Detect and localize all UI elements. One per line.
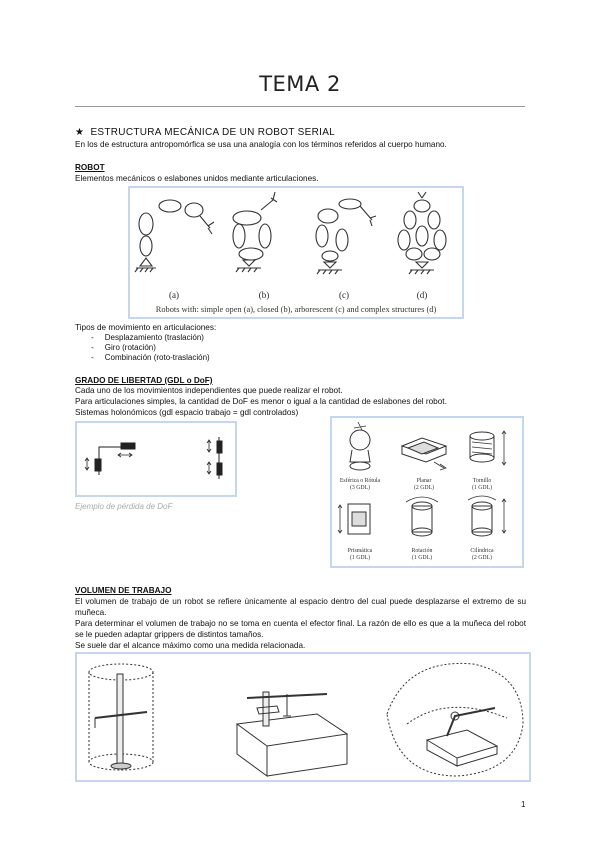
- intro-text: En los de estructura antropomórfica se usa una analogía con los términos referidos al cuerpo humano.: [75, 140, 447, 149]
- planar-joint-drawing: [402, 438, 446, 470]
- dof-line-2: Para articulaciones simples, la cantidad de DoF es menor o igual a la cantidad de eslabones del robot.: [75, 397, 447, 406]
- joint-types-figure: [330, 416, 524, 568]
- robot-label-d: (d): [416, 290, 428, 300]
- workspace-paragraph-2: Para determinar el volumen de trabajo no se toma en cuenta el efector final. La razón de ello es que a la muñeca del robot se le pueden adaptar grippers de distintos tamaños.: [75, 619, 526, 639]
- dof-loss-figure: [75, 421, 237, 497]
- robot-a-drawing: [135, 200, 214, 272]
- robot-structures-figure: [128, 186, 464, 319]
- workspace-paragraph-3: Se suele dar el alcance máximo como una medida relacionada.: [75, 641, 306, 650]
- joint-gdl-revolute: (1 GDL): [411, 555, 433, 561]
- robot-c-drawing: [316, 199, 376, 274]
- robot-label-c: (c): [339, 290, 349, 300]
- dof-heading: GRADO DE LIBERTAD (GDL o DoF): [75, 376, 213, 385]
- dof-line-1: Cada uno de los movimientos independientes que puede realizar el robot.: [75, 386, 343, 395]
- workspace-drawing: [77, 654, 529, 780]
- robot-d-drawing: [398, 192, 446, 274]
- screw-joint-drawing: [470, 431, 506, 465]
- prismatic-joint-drawing: [338, 504, 370, 534]
- joint-gdl-spherical: (3 GDL): [349, 485, 371, 491]
- dof-line-3: Sistemas holonómicos (gdl espacio trabajo = gdl controlados): [75, 408, 299, 417]
- page-title: TEMA 2: [259, 72, 341, 96]
- list-item: - Combinación (roto-traslación): [91, 353, 210, 362]
- robot-b-drawing: [233, 192, 277, 272]
- cylindrical-workspace-drawing: [89, 664, 153, 770]
- joint-gdl-planar: (2 GDL): [413, 485, 435, 491]
- workspace-paragraph-1: El volumen de trabajo de un robot se refiere únicamente al espacio dentro del cual puede desplazarse el extremo de su muñeca.: [75, 597, 526, 617]
- joint-name-spherical: Esférica o Rótula: [339, 478, 381, 484]
- robot-figure-caption: Robots with: simple open (a), closed (b), arborescent (c) and complex structures (d): [155, 305, 437, 314]
- robot-label-a: (a): [169, 290, 179, 300]
- joint-name-cylindrical: Cilíndrica: [470, 548, 494, 554]
- revolute-joint-drawing: [406, 497, 438, 536]
- cartesian-workspace-drawing: [237, 692, 347, 776]
- list-item: - Giro (rotación): [91, 343, 156, 352]
- movement-1: Desplazamiento (traslación): [104, 333, 204, 342]
- joint-gdl-prismatic: (1 GDL): [349, 555, 371, 561]
- movement-3: Combinación (roto-traslación): [104, 353, 210, 362]
- list-item: - Desplazamiento (traslación): [91, 333, 204, 342]
- movement-2: Giro (rotación): [104, 343, 156, 352]
- robot-label-b: (b): [258, 290, 270, 300]
- joint-name-revolute: Rotación: [411, 548, 433, 554]
- section-heading: [75, 128, 335, 139]
- movements-intro: Tipos de movimiento en articulaciones:: [75, 323, 217, 332]
- joint-name-prismatic: Prismática: [347, 548, 373, 554]
- dof-loss-caption: Ejemplo de pérdida de DoF: [75, 502, 173, 511]
- joint-name-planar: Planar: [416, 478, 432, 484]
- section-heading-text: ESTRUCTURA MECÁNICA DE UN ROBOT SERIAL: [90, 127, 336, 138]
- title-divider: [75, 106, 525, 107]
- joint-gdl-cylindrical: (2 GDL): [471, 555, 493, 561]
- robot-structures-drawing: [130, 188, 462, 317]
- robot-definition: Elementos mecánicos o eslabones unidos mediante articulaciones.: [75, 174, 319, 183]
- articulated-workspace-drawing: [387, 663, 523, 776]
- robot-heading: ROBOT: [75, 163, 105, 172]
- joint-name-screw: Tornillo: [472, 478, 492, 484]
- workspace-figure: [75, 652, 531, 782]
- spherical-joint-drawing: [350, 422, 370, 470]
- workspace-heading: VOLUMEN DE TRABAJO: [75, 586, 172, 595]
- dof-loss-drawing: [77, 423, 235, 495]
- cylindrical-joint-drawing: [468, 496, 506, 536]
- joint-types-drawing: [332, 418, 522, 566]
- star-icon: ★: [75, 127, 85, 138]
- joint-gdl-screw: (1 GDL): [471, 485, 493, 491]
- page-number: 1: [521, 800, 526, 809]
